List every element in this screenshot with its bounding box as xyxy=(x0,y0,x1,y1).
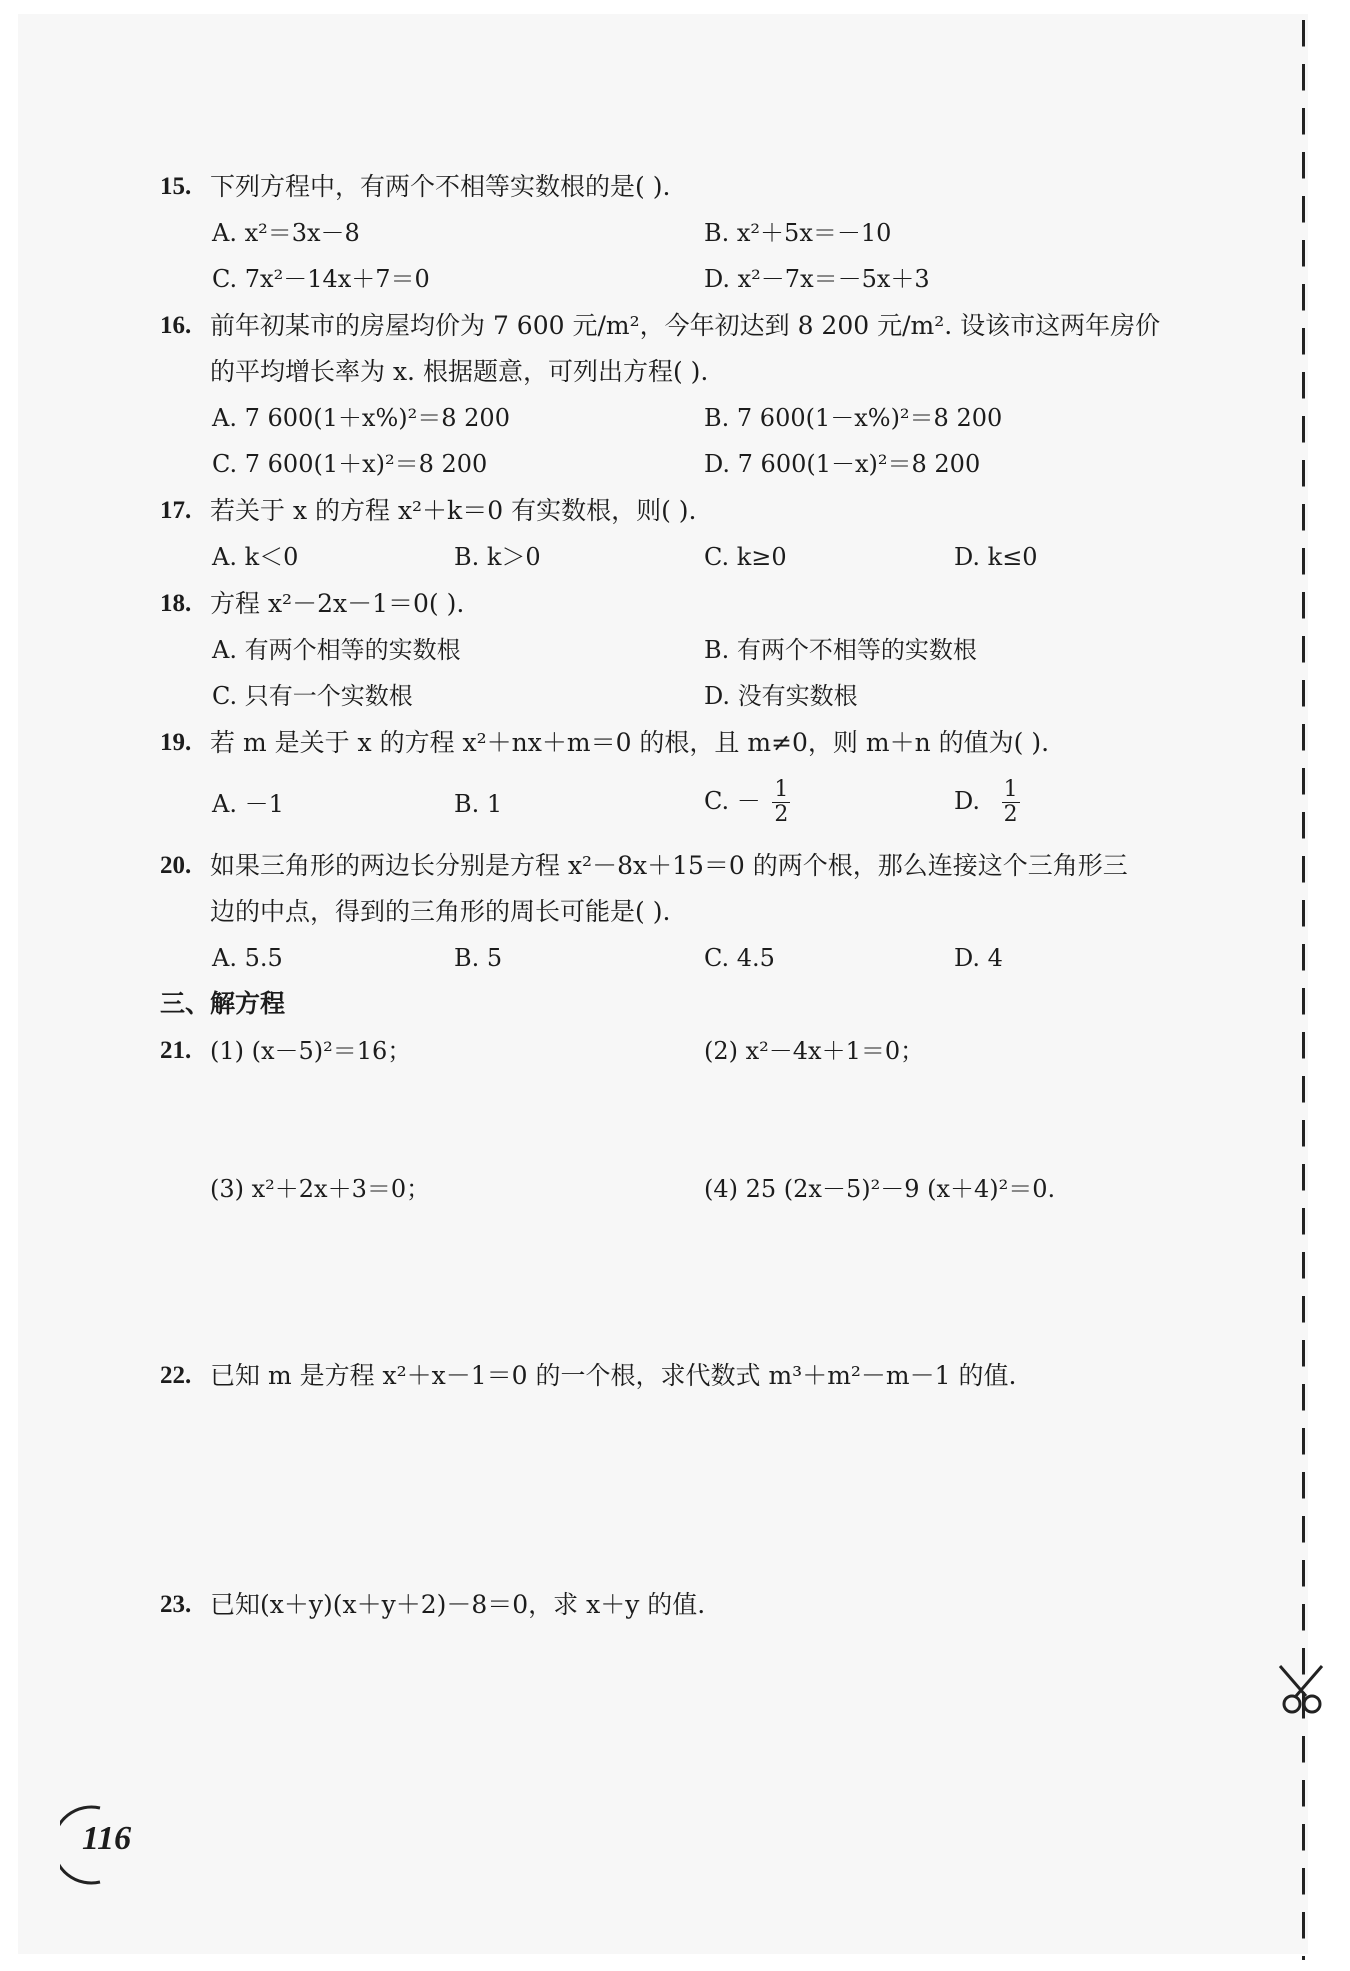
q16-option-b: B. 7 600(1－x%)²＝8 200 xyxy=(704,404,1003,432)
fraction-denominator: 2 xyxy=(1003,802,1018,827)
q15-number: 15. xyxy=(160,173,192,200)
section-heading: 三、解方程 xyxy=(160,989,286,1018)
q21-part3: (3) x²＋2x＋3＝0； xyxy=(210,1175,431,1203)
q20-option-d: D. 4 xyxy=(954,944,1003,972)
page-number-badge xyxy=(60,1800,160,1890)
q22-stem: 已知 m 是方程 x²＋x－1＝0 的一个根，求代数式 m³＋m²－m－1 的值. xyxy=(210,1361,1017,1390)
q16-option-c: C. 7 600(1＋x)²＝8 200 xyxy=(212,450,488,478)
q23-number: 23. xyxy=(160,1591,192,1618)
fraction-denominator: 2 xyxy=(774,802,789,827)
q18-option-a: A. 有两个相等的实数根 xyxy=(212,636,461,664)
q16-stem-line1: 前年初某市的房屋均价为 7 600 元/m²，今年初达到 8 200 元/m². 设该市这两年房价 xyxy=(210,311,1161,340)
q17-option-b: B. k＞0 xyxy=(454,543,541,571)
q18-option-d: D. 没有实数根 xyxy=(704,682,858,710)
q19-option-a: A. －1 xyxy=(212,790,284,818)
q15-option-b: B. x²＋5x＝－10 xyxy=(704,219,892,247)
q19-number: 19. xyxy=(160,729,192,756)
q15-option-a: A. x²＝3x－8 xyxy=(212,219,360,247)
q17-stem: 若关于 x 的方程 x²＋k＝0 有实数根，则( ). xyxy=(210,496,697,525)
q16-option-a: A. 7 600(1＋x%)²＝8 200 xyxy=(212,404,510,432)
q15-option-c: C. 7x²－14x＋7＝0 xyxy=(212,265,430,293)
q17-option-d: D. k≤0 xyxy=(954,543,1038,571)
q19-stem: 若 m 是关于 x 的方程 x²＋nx＋m＝0 的根，且 m≠0，则 m＋n 的值为( ). xyxy=(210,728,1050,757)
q21-part2: (2) x²－4x＋1＝0； xyxy=(704,1037,925,1065)
q22-number: 22. xyxy=(160,1362,192,1389)
q16-option-d: D. 7 600(1－x)²＝8 200 xyxy=(704,450,981,478)
q19-option-d-fraction xyxy=(1002,778,1020,827)
q19-option-d-prefix: D. xyxy=(954,787,981,815)
q17-number: 17. xyxy=(160,497,192,524)
q20-stem-line2: 边的中点，得到的三角形的周长可能是( ). xyxy=(210,897,671,926)
q16-stem-line2: 的平均增长率为 x. 根据题意，可列出方程( ). xyxy=(210,357,709,386)
q21-part4: (4) 25 (2x－5)²－9 (x＋4)²＝0. xyxy=(704,1175,1056,1203)
q20-number: 20. xyxy=(160,852,192,879)
q15-option-d: D. x²－7x＝－5x＋3 xyxy=(704,265,930,293)
q20-option-a: A. 5.5 xyxy=(212,944,283,972)
q20-option-b: B. 5 xyxy=(454,944,503,972)
q20-stem-line1: 如果三角形的两边长分别是方程 x²－8x＋15＝0 的两个根，那么连接这个三角形三 xyxy=(210,851,1128,880)
q18-number: 18. xyxy=(160,590,192,617)
q18-option-b: B. 有两个不相等的实数根 xyxy=(704,636,977,664)
q16-number: 16. xyxy=(160,312,192,339)
q17-option-a: A. k＜0 xyxy=(212,543,299,571)
fraction-numerator: 1 xyxy=(1003,777,1018,802)
q19-option-c xyxy=(704,778,790,827)
q15-stem: 下列方程中，有两个不相等实数根的是( ). xyxy=(210,172,671,201)
q18-stem: 方程 x²－2x－1＝0( ). xyxy=(210,589,465,618)
q19-option-b: B. 1 xyxy=(454,790,503,818)
q21-part1: (1) (x－5)²＝16； xyxy=(210,1037,412,1065)
q17-option-c: C. k≥0 xyxy=(704,543,787,571)
worksheet-page xyxy=(18,14,1308,1954)
q19-option-c-fraction xyxy=(772,778,790,827)
q23-stem: 已知(x＋y)(x＋y＋2)－8＝0，求 x＋y 的值. xyxy=(210,1590,706,1619)
q20-option-c: C. 4.5 xyxy=(704,944,775,972)
q19-option-c-prefix: C. － xyxy=(704,787,761,815)
page-number: 116 xyxy=(82,1820,132,1857)
q21-number: 21. xyxy=(160,1037,192,1064)
scissors-icon xyxy=(1272,1660,1330,1718)
fraction-numerator: 1 xyxy=(774,777,789,802)
q19-option-d xyxy=(954,778,1020,827)
q18-option-c: C. 只有一个实数根 xyxy=(212,682,413,710)
